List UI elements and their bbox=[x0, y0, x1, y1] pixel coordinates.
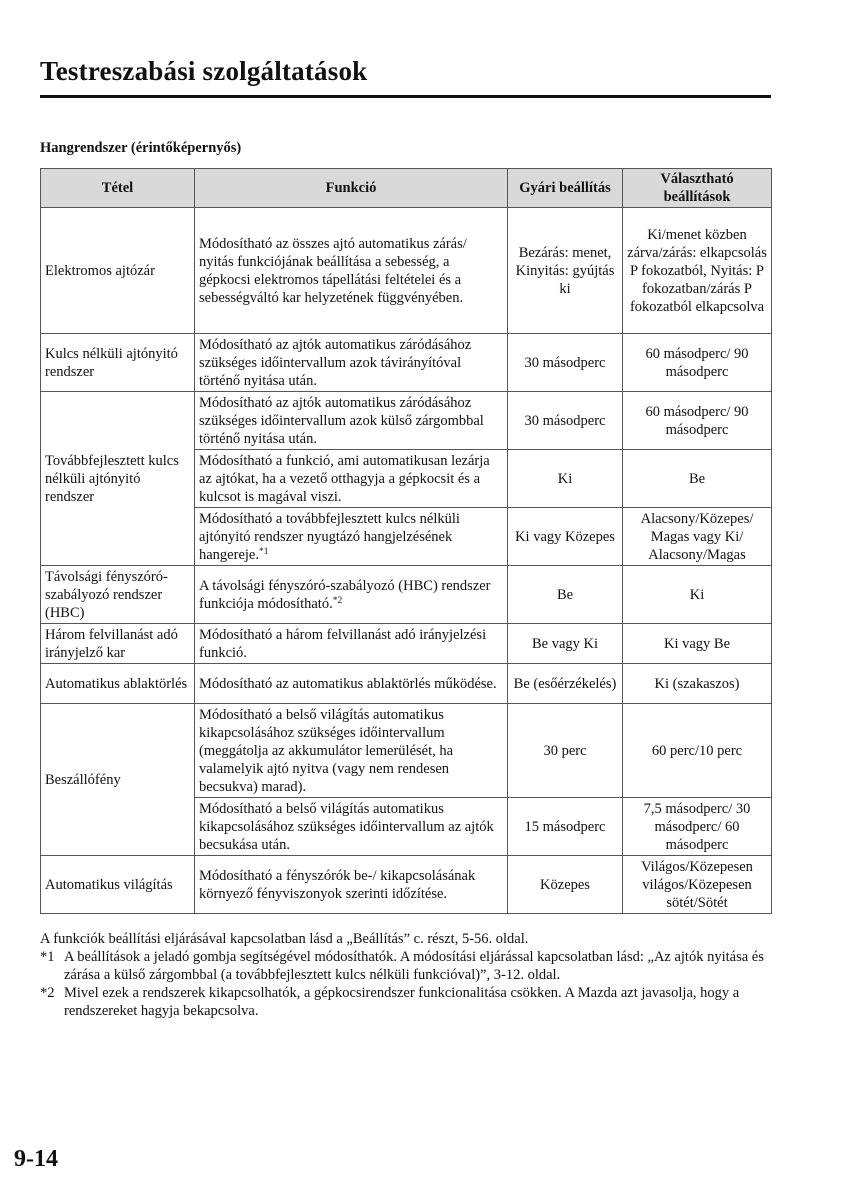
row-options: Ki/menet közben zárva/zárás: elkapcsolás P fokozatból, Nyitás: P fokozatban/zárás P fokozatból elkapcsolva bbox=[623, 208, 772, 334]
row-default: Közepes bbox=[508, 856, 623, 914]
table-row bbox=[41, 856, 772, 914]
section-heading: Hangrendszer (érintőképernyős) bbox=[40, 140, 242, 156]
row-default: 30 másodperc bbox=[508, 334, 623, 392]
row-options: 60 perc/10 perc bbox=[623, 704, 772, 798]
row-function: Módosítható a belső világítás automatikus kikapcsolásához szükséges időintervallum (meggátolja az akkumulátor lemerülését, ha valamelyik ajtó nyitva (vagy nem rendesen becsukva) marad). bbox=[195, 704, 508, 798]
row-default: 30 másodperc bbox=[508, 392, 623, 450]
row-default: Ki bbox=[508, 450, 623, 508]
row-options: Ki bbox=[623, 566, 772, 624]
row-options: 60 másodperc/ 90 másodperc bbox=[623, 334, 772, 392]
row-default: Be bbox=[508, 566, 623, 624]
row-function bbox=[195, 508, 508, 566]
row-function: Módosítható a fényszórók be-/ kikapcsolásának környező fényviszonyok szerinti időzítése. bbox=[195, 856, 508, 914]
row-item: Kulcs nélküli ajtónyitó rendszer bbox=[41, 334, 195, 392]
row-function: Módosítható az ajtók automatikus záródásához szükséges időintervallum azok külső zárgombbal történő nyitása után. bbox=[195, 392, 508, 450]
row-function: Módosítható az automatikus ablaktörlés működése. bbox=[195, 664, 508, 704]
table-row bbox=[41, 334, 772, 392]
row-options: Ki vagy Be bbox=[623, 624, 772, 664]
footnote bbox=[40, 948, 780, 984]
table-row bbox=[41, 704, 772, 798]
notes bbox=[40, 930, 780, 1020]
row-default: Ki vagy Közepes bbox=[508, 508, 623, 566]
row-default: 15 másodperc bbox=[508, 798, 623, 856]
function-text: A távolsági fényszóró-szabályozó (HBC) rendszer funkciója módosítható. bbox=[199, 577, 491, 612]
table-row bbox=[41, 566, 772, 624]
row-options: Világos/Közepesen világos/Közepesen sötét/Sötét bbox=[623, 856, 772, 914]
title-divider bbox=[40, 95, 771, 98]
row-options: 60 másodperc/ 90 másodperc bbox=[623, 392, 772, 450]
page-number: 9-14 bbox=[14, 1146, 58, 1172]
row-function: Módosítható a belső világítás automatikus kikapcsolásához szükséges időintervallum az ajtók becsukása után. bbox=[195, 798, 508, 856]
footnote-ref: *1 bbox=[258, 546, 269, 557]
notes-intro: A funkciók beállítási eljárásával kapcsolatban lásd a „Beállítás” c. részt, 5-56. oldal. bbox=[40, 931, 529, 947]
row-item: Továbbfejlesztett kulcs nélküli ajtónyitó rendszer bbox=[41, 392, 195, 566]
table-row bbox=[41, 664, 772, 704]
table-header-row bbox=[41, 169, 772, 208]
row-item: Beszállófény bbox=[41, 704, 195, 856]
row-function bbox=[195, 566, 508, 624]
settings-table bbox=[40, 168, 772, 914]
function-text: Módosítható a továbbfejlesztett kulcs nélküli ajtónyitó rendszer nyugtázó hangjelzésének hangereje. bbox=[199, 510, 460, 563]
footnote-mark: *1 bbox=[40, 949, 55, 965]
footnote-text: Mivel ezek a rendszerek kikapcsolhatók, a gépkocsirendszer funkcionalitása csökken. A Mazda azt javasolja, hogy a rendszereket hagyja bekapcsolva. bbox=[64, 985, 740, 1019]
header-default: Gyári beállítás bbox=[508, 169, 623, 208]
header-options: Választható beállítások bbox=[623, 169, 772, 208]
footnote bbox=[40, 984, 780, 1020]
row-default: Be (esőérzékelés) bbox=[508, 664, 623, 704]
row-item: Elektromos ajtózár bbox=[41, 208, 195, 334]
row-default: Bezárás: menet, Kinyitás: gyújtás ki bbox=[508, 208, 623, 334]
row-function: Módosítható az ajtók automatikus záródásához szükséges időintervallum azok távirányítóval történő nyitása után. bbox=[195, 334, 508, 392]
row-item: Távolsági fényszóró-szabályozó rendszer (HBC) bbox=[41, 566, 195, 624]
header-item: Tétel bbox=[41, 169, 195, 208]
row-options: Ki (szakaszos) bbox=[623, 664, 772, 704]
row-item: Három felvillanást adó irányjelző kar bbox=[41, 624, 195, 664]
footnote-ref: *2 bbox=[332, 595, 343, 606]
row-item: Automatikus ablaktörlés bbox=[41, 664, 195, 704]
page-title: Testreszabási szolgáltatások bbox=[40, 56, 368, 86]
row-function: Módosítható a funkció, ami automatikusan lezárja az ajtókat, ha a vezető otthagyja a gépkocsit és a kulcsot is magával viszi. bbox=[195, 450, 508, 508]
row-options: Alacsony/Közepes/ Magas vagy Ki/ Alacsony/Magas bbox=[623, 508, 772, 566]
row-function: Módosítható az összes ajtó automatikus zárás/ nyitás funkciójának beállítása a sebesség, a gépkocsi elektromos tápellátási feltételei és a sebességváltó kar helyzetének függvényében. bbox=[195, 208, 508, 334]
footnote-mark: *2 bbox=[40, 985, 55, 1001]
row-default: 30 perc bbox=[508, 704, 623, 798]
footnote-text: A beállítások a jeladó gombja segítségével módosíthatók. A módosítási eljárással kapcsolatban lásd: „Az ajtók nyitása és zárása a külső zárgombbal (a továbbfejlesztett kulcs nélküli funkcióval)”, 3-12. oldal. bbox=[64, 949, 764, 983]
row-function: Módosítható a három felvillanást adó irányjelzési funkció. bbox=[195, 624, 508, 664]
row-options: Be bbox=[623, 450, 772, 508]
table-row bbox=[41, 392, 772, 450]
header-function: Funkció bbox=[195, 169, 508, 208]
row-options: 7,5 másodperc/ 30 másodperc/ 60 másodperc bbox=[623, 798, 772, 856]
row-item: Automatikus világítás bbox=[41, 856, 195, 914]
row-default: Be vagy Ki bbox=[508, 624, 623, 664]
table-row bbox=[41, 624, 772, 664]
table-row bbox=[41, 208, 772, 334]
